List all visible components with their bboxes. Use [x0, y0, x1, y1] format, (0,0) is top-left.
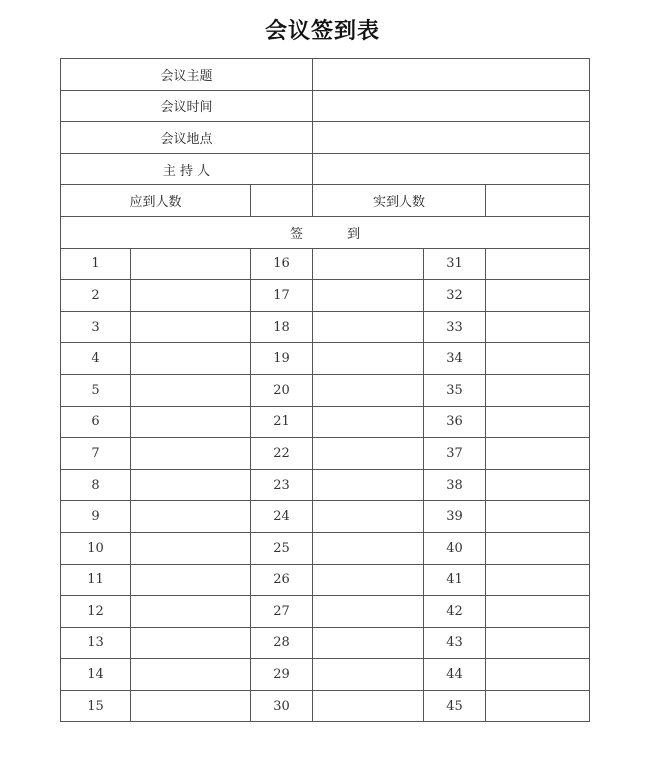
signin-name-cell[interactable]: [486, 311, 590, 343]
signin-name-cell[interactable]: [313, 501, 424, 533]
signin-number: 13: [61, 627, 131, 659]
signin-row: [61, 690, 590, 722]
signin-number: 33: [424, 311, 486, 343]
place-value-cell[interactable]: [313, 122, 590, 154]
host-row: [61, 153, 590, 185]
signin-name-cell[interactable]: [131, 501, 251, 533]
signin-name-cell[interactable]: [313, 248, 424, 280]
signin-number: 36: [424, 406, 486, 438]
signin-number: 29: [251, 659, 313, 691]
signin-name-cell[interactable]: [131, 280, 251, 312]
host-value-cell[interactable]: [313, 153, 590, 185]
signin-name-cell[interactable]: [131, 659, 251, 691]
signin-name-cell[interactable]: [313, 627, 424, 659]
signin-number: 15: [61, 690, 131, 722]
signin-name-cell[interactable]: [486, 374, 590, 406]
signin-name-cell[interactable]: [313, 532, 424, 564]
signin-number: 9: [61, 501, 131, 533]
topic-value-cell[interactable]: [313, 59, 590, 91]
actual-count-label: 实到人数: [313, 185, 486, 217]
signin-number: 6: [61, 406, 131, 438]
signin-header: 签 到: [61, 216, 590, 248]
signin-number: 41: [424, 564, 486, 596]
signin-name-cell[interactable]: [313, 438, 424, 470]
place-row: [61, 122, 590, 154]
signin-name-cell[interactable]: [131, 374, 251, 406]
signin-number: 10: [61, 532, 131, 564]
signin-number: 20: [251, 374, 313, 406]
topic-row: [61, 59, 590, 91]
signin-name-cell[interactable]: [486, 280, 590, 312]
signin-name-cell[interactable]: [131, 311, 251, 343]
time-value-cell[interactable]: [313, 90, 590, 122]
signin-name-cell[interactable]: [486, 532, 590, 564]
signin-name-cell[interactable]: [131, 248, 251, 280]
signin-name-cell[interactable]: [131, 596, 251, 628]
signin-number: 35: [424, 374, 486, 406]
signin-row: [61, 501, 590, 533]
page-title: 会议签到表: [264, 19, 380, 44]
signin-row: [61, 469, 590, 501]
signin-row: [61, 311, 590, 343]
signin-number: 27: [251, 596, 313, 628]
signin-name-cell[interactable]: [131, 406, 251, 438]
signin-number: 2: [61, 280, 131, 312]
signin-number: 14: [61, 659, 131, 691]
signin-number: 19: [251, 343, 313, 375]
host-label: 主 持 人: [61, 153, 313, 185]
signin-row: [61, 374, 590, 406]
signin-row: [61, 596, 590, 628]
actual-count-value-cell[interactable]: [486, 185, 590, 217]
signin-name-cell[interactable]: [131, 469, 251, 501]
signin-number: 23: [251, 469, 313, 501]
signin-row: [61, 627, 590, 659]
signin-number: 5: [61, 374, 131, 406]
signin-name-cell[interactable]: [313, 564, 424, 596]
signin-number: 38: [424, 469, 486, 501]
signin-number: 4: [61, 343, 131, 375]
signin-name-cell[interactable]: [313, 469, 424, 501]
signin-header-row: [61, 216, 590, 248]
signin-row: [61, 564, 590, 596]
signin-number: 18: [251, 311, 313, 343]
time-label: 会议时间: [61, 90, 313, 122]
signin-number: 25: [251, 532, 313, 564]
signin-name-cell[interactable]: [313, 659, 424, 691]
signin-name-cell[interactable]: [486, 438, 590, 470]
signin-number: 16: [251, 248, 313, 280]
signin-number: 45: [424, 690, 486, 722]
signin-number: 24: [251, 501, 313, 533]
signin-name-cell[interactable]: [131, 690, 251, 722]
signin-number: 31: [424, 248, 486, 280]
signin-number: 40: [424, 532, 486, 564]
signin-name-cell[interactable]: [486, 343, 590, 375]
signin-number: 39: [424, 501, 486, 533]
signin-row: [61, 280, 590, 312]
signin-name-cell[interactable]: [131, 343, 251, 375]
signin-name-cell[interactable]: [313, 374, 424, 406]
signin-row: [61, 438, 590, 470]
signin-number: 12: [61, 596, 131, 628]
signin-name-cell[interactable]: [313, 406, 424, 438]
signin-number: 37: [424, 438, 486, 470]
signin-number: 28: [251, 627, 313, 659]
signin-name-cell[interactable]: [313, 311, 424, 343]
signin-name-cell[interactable]: [486, 627, 590, 659]
signin-number: 26: [251, 564, 313, 596]
signin-number: 8: [61, 469, 131, 501]
signin-number: 34: [424, 343, 486, 375]
signin-number: 7: [61, 438, 131, 470]
attendance-row: [61, 185, 590, 217]
signin-name-cell[interactable]: [486, 469, 590, 501]
signin-name-cell[interactable]: [486, 501, 590, 533]
signin-number: 43: [424, 627, 486, 659]
signin-row: [61, 248, 590, 280]
signin-name-cell[interactable]: [131, 438, 251, 470]
expected-count-label: 应到人数: [61, 185, 251, 217]
signin-number: 22: [251, 438, 313, 470]
time-row: [61, 90, 590, 122]
signin-row: [61, 406, 590, 438]
signin-number: 11: [61, 564, 131, 596]
signin-number: 42: [424, 596, 486, 628]
signin-row: [61, 343, 590, 375]
signin-name-cell[interactable]: [486, 564, 590, 596]
signin-name-cell[interactable]: [313, 596, 424, 628]
signin-name-cell[interactable]: [486, 596, 590, 628]
signin-number: 17: [251, 280, 313, 312]
signin-number: 32: [424, 280, 486, 312]
signin-row: [61, 659, 590, 691]
signin-name-cell[interactable]: [313, 343, 424, 375]
place-label: 会议地点: [61, 122, 313, 154]
expected-count-value-cell[interactable]: [251, 185, 313, 217]
signin-number: 30: [251, 690, 313, 722]
signin-name-cell[interactable]: [131, 532, 251, 564]
signin-name-cell[interactable]: [486, 406, 590, 438]
signin-name-cell[interactable]: [313, 690, 424, 722]
signin-number: 44: [424, 659, 486, 691]
signin-name-cell[interactable]: [313, 280, 424, 312]
signin-name-cell[interactable]: [131, 627, 251, 659]
signin-name-cell[interactable]: [486, 690, 590, 722]
topic-label: 会议主题: [61, 59, 313, 91]
signin-sheet-table: [60, 58, 590, 722]
signin-row: [61, 532, 590, 564]
signin-name-cell[interactable]: [131, 564, 251, 596]
signin-number: 21: [251, 406, 313, 438]
signin-number: 3: [61, 311, 131, 343]
signin-name-cell[interactable]: [486, 248, 590, 280]
signin-number: 1: [61, 248, 131, 280]
signin-name-cell[interactable]: [486, 659, 590, 691]
